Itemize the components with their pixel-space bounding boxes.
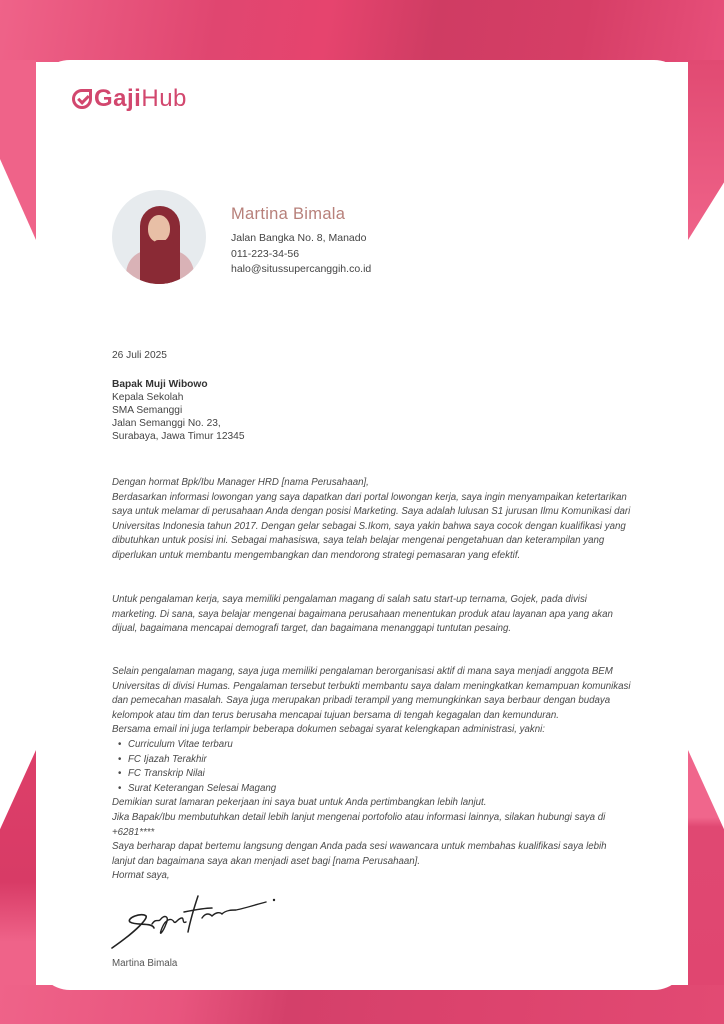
greeting: Dengan hormat Bpk/Ibu Manager HRD [nama Perusahaan], (112, 477, 369, 488)
recipient-street: Jalan Semanggi No. 23, (112, 418, 221, 429)
sign-off: Hormat saya, (112, 870, 170, 882)
letter-date: 26 Juli 2025 (112, 350, 167, 361)
sender-contact (231, 205, 371, 275)
signer-name: Martina Bimala (112, 958, 178, 969)
signature-icon (108, 888, 278, 954)
background-right-shape (688, 60, 724, 240)
attachment-item: • FC Transkrip Nilai (118, 767, 632, 782)
intro-text: Berdasarkan informasi lowongan yang saya dapatkan dari portal lowongan kerja, saya ingin menyampaikan ketertarikan saya untuk melamar di perusahaan Anda dengan posisi Marketing. Saya adalah lulusan S1 jurusan Ilmu Komunikasi dari Universitas Indonesia tahun 2017. Dengan gelar sebagai S.Ikom, saya yakin bahwa saya cocok dengan kualifikasi yang dibutuhkan untuk posisi ini. Sebagai mahasiswa, saya telah belajar mengenai pengetahuan dan keterampilan yang diperlukan untuk membantu mengembangkan dan mendorong strategi pemasaran yang efektif. (112, 491, 631, 561)
recipient-organization: SMA Semanggi (112, 405, 183, 416)
paragraph-experience: Untuk pengalaman kerja, saya memiliki pengalaman magang di salah satu start-up ternama, Gojek, pada divisi marketing. Di sana, saya belajar mengenai bagaimana perusahaan menentukan produk atau layanan apa yang akan dijual, bagaimana mencapai demografi target, dan bagaimana menanggapi tuntutan pesaing. (112, 594, 613, 635)
organization-text: Selain pengalaman magang, saya juga memiliki pengalaman berorganisasi aktif di mana saya menjadi anggota BEM Universitas di divisi Humas. Pengalaman tersebut terbukti membantu saya dalam meningkatkan kemampuan komunikasi dan pemecahan masalah. Saya juga merupakan pribadi terampil yang memungkinkan saya berbaur dengan budaya kelompok atau tim dan terus berusaha mencapai tujuan bersama di tengah kegagalan dan kemunduran. (112, 666, 631, 721)
recipient-name: Bapak Muji Wibowo (112, 379, 208, 390)
recipient-city: Surabaya, Jawa Timur 12345 (112, 431, 245, 442)
paragraph-intro (112, 476, 632, 564)
attachment-item: • FC Ijazah Terakhir (118, 753, 632, 768)
profile-photo (112, 190, 206, 284)
logo-check-icon (72, 89, 92, 109)
logo-light-text: Hub (141, 85, 187, 112)
sender-address: Jalan Bangka No. 8, Manado (231, 232, 367, 244)
recipient-block (112, 378, 245, 443)
sender-phone: 011-223-34-56 (231, 247, 300, 260)
closing-interview: Saya berharap dapat bertemu langsung dengan Anda pada sesi wawancara untuk membahas kualifikasi saya lebih lanjut dan bagaimana saya akan menjadi aset bagi [nama Perusahaan]. (112, 841, 607, 867)
logo-bold-text: Gaji (94, 85, 142, 112)
recipient-title: Kepala Sekolah (112, 392, 184, 403)
paragraph-organization (112, 665, 632, 884)
background-left-shape (0, 60, 36, 240)
attachment-item: • Surat Keterangan Selesai Magang (118, 782, 632, 797)
gajihub-logo (72, 86, 187, 112)
attachments-list (112, 738, 632, 796)
background-bottom-right-shape (688, 750, 724, 990)
sender-name: Martina Bimala (231, 205, 346, 223)
closing-contact: Jika Bapak/Ibu membutuhkan detail lebih lanjut mengenai portofolio atau informasi lainnya, silakan hubungi saya di +6281**** (112, 811, 606, 838)
sender-email: halo@situssupercanggih.co.id (231, 263, 372, 275)
background-bottom-left-shape (0, 750, 36, 990)
background-bottom-band (0, 985, 724, 1024)
photo-hijab-front (154, 240, 174, 284)
attachment-item: • Curriculum Vitae terbaru (118, 738, 632, 753)
attachments-intro: Bersama email ini juga terlampir beberapa dokumen sebagai syarat kelengkapan administrasi, yakni: (112, 724, 545, 736)
closing-consideration: Demikian surat lamaran pekerjaan ini saya buat untuk Anda pertimbangkan lebih lanjut. (112, 797, 487, 809)
photo-face (148, 215, 170, 242)
background-top-band (0, 0, 724, 62)
